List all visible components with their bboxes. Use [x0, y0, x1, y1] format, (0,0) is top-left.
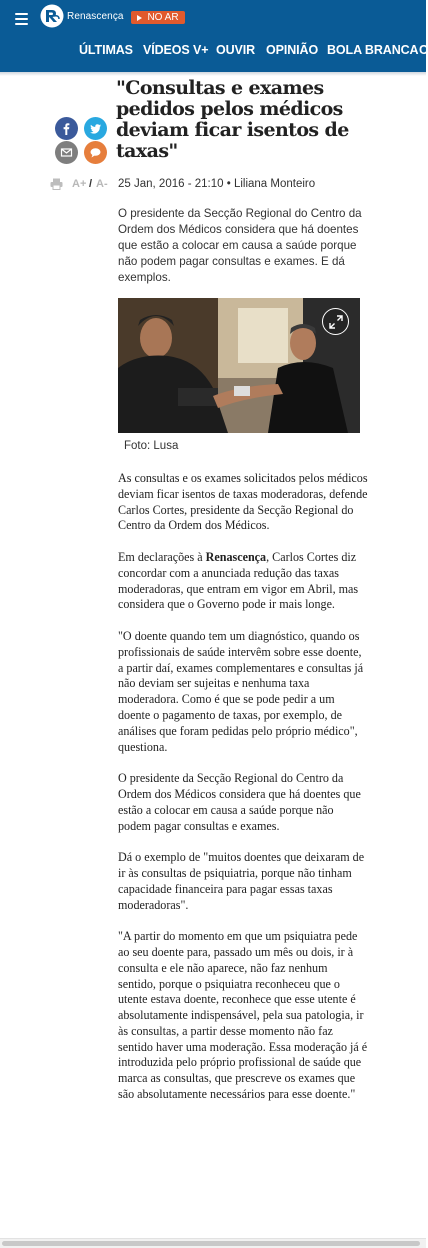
on-air-label: NO AR — [147, 12, 179, 23]
play-icon — [137, 15, 142, 21]
paragraph: Dá o exemplo de "muitos doentes que deixaram de ir às consultas de psiquiatria, porque não tinham capacidade financeira para pagar essas taxas moderadoras". — [118, 850, 365, 912]
article-date: 25 Jan, 2016 - 21:10 — [118, 178, 224, 190]
brand-name: Renascença — [67, 10, 124, 22]
article-lead: O presidente da Secção Regional do Centro da Ordem dos Médicos considera que há doentes que estão a colocar em causa a saúde porque não podem pagar consultas e exames. E dá exemplos. — [118, 207, 362, 284]
renascenca-logo-icon — [40, 4, 64, 28]
paragraph: O presidente da Secção Regional do Centro da Ordem dos Médicos considera que há doentes que estão a colocar em causa a saúde porque não podem pagar consultas e exames. — [118, 771, 361, 833]
brand-mention: Renascença — [205, 549, 267, 564]
on-air-button[interactable] — [131, 11, 185, 24]
paragraph-text: Em declarações à — [118, 549, 206, 564]
article-author[interactable]: Liliana Monteiro — [233, 178, 316, 190]
horizontal-scrollbar[interactable] — [0, 1238, 426, 1248]
email-icon — [60, 146, 73, 159]
nav-item-bola-branca[interactable]: BOLA BRANCA — [327, 43, 419, 57]
facebook-icon — [60, 122, 73, 135]
share-twitter-button[interactable] — [84, 117, 107, 140]
paragraph: As consultas e os exames solicitados pelos médicos deviam ficar isentos de taxas moderadoras, defende Carlos Cortes, presidente da Secção Regional do Centro da Ordem dos Médicos. — [118, 471, 368, 533]
header-shadow — [0, 72, 426, 76]
main-nav — [0, 40, 426, 60]
menu-icon[interactable] — [15, 13, 28, 25]
nav-item-videos[interactable]: VÍDEOS V+ — [143, 43, 209, 57]
scrollbar-thumb[interactable] — [2, 1241, 420, 1246]
nav-item-opiniao[interactable]: OPINIÃO — [266, 43, 319, 57]
nav-item-ultimas[interactable]: ÚLTIMAS — [79, 43, 133, 57]
paragraph: "O doente quando tem um diagnóstico, quando os profissionais de saúde intervêm sobre esse doente, a partir daí, exames complementares e consultas já não deviam ser sujeitas e nenhuma taxa moderadora. Como é que se pode pedir a um doente o pagamento de taxas, por exemplo, de análises que foram pedidas pelo próprio médico", questiona. — [118, 628, 364, 754]
article-body — [118, 471, 368, 1119]
expand-photo-button[interactable] — [322, 308, 349, 335]
article-title: "Consultas e exames pedidos pelos médicos deviam ficar isentos de taxas" — [116, 77, 349, 162]
font-increase-button[interactable]: A+ — [72, 178, 87, 190]
print-icon[interactable] — [50, 178, 63, 190]
paragraph: "A partir do momento em que um psiquiatra pede ao seu doente para, passado um mês ou dois, ir à consulta e ele não aparece, não faz nenhum sentido, porque o psiquiatra reconheceu que o utente estava doente, reconhece que esse utente é absolutamente indispensável, pela sua patologia, ir às consultas, a partir desse momento não faz sentido haver uma moderação. Essa moderação já é introduzida pelo próprio profissional de saúde que marca as consultas, que prescreve os exames que são absolutamente necessários para esse doente." — [118, 929, 368, 1102]
twitter-icon — [89, 122, 102, 135]
paragraph-text: , Carlos Cortes diz concordar com a anunciada redução das taxas moderadoras, que entram em vigor em Abril, mas considera que o Governo pode ir mais longe. — [118, 549, 359, 612]
meta-separator: • — [226, 178, 231, 190]
nav-item-ouvir[interactable]: OUVIR — [216, 43, 256, 57]
article-meta — [118, 176, 315, 192]
site-header — [0, 0, 426, 72]
comment-icon — [89, 146, 102, 159]
share-facebook-button[interactable] — [55, 117, 78, 140]
expand-icon — [329, 315, 343, 329]
share-email-button[interactable] — [55, 141, 78, 164]
font-size-separator: / — [89, 178, 93, 190]
paragraph — [118, 550, 368, 613]
photo-caption: Foto: Lusa — [124, 440, 179, 452]
font-decrease-button[interactable]: A- — [96, 178, 108, 190]
nav-item-more[interactable]: C — [419, 43, 428, 57]
comments-button[interactable] — [84, 141, 107, 164]
site-logo[interactable] — [40, 4, 124, 28]
